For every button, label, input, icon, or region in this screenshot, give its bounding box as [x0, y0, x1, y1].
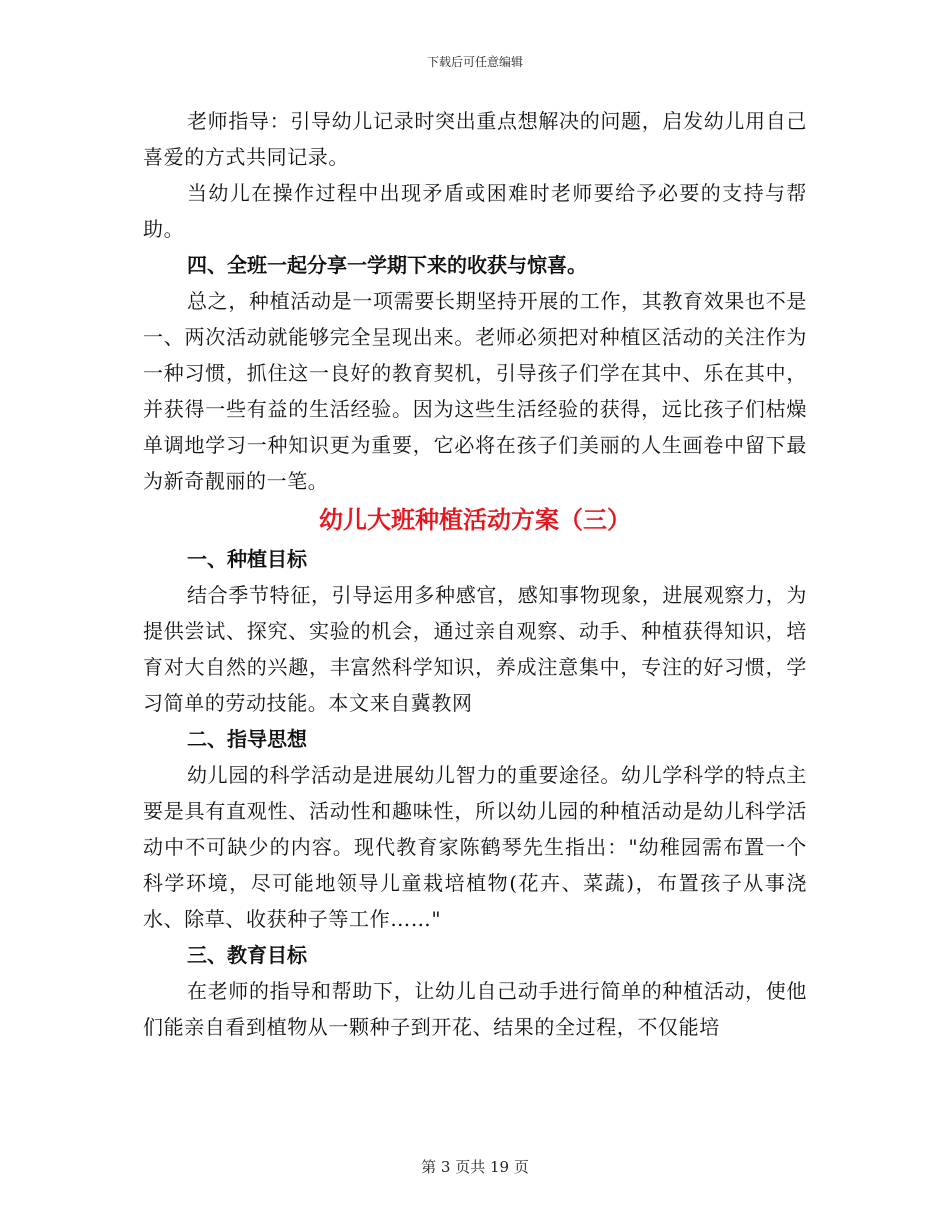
- heading-education-goals: 三、教育目标: [187, 943, 307, 967]
- paragraph-support: 当幼儿在操作过程中出现矛盾或困难时老师要给予必要的支持与帮助。: [143, 181, 807, 241]
- paragraph-education-goals: 在老师的指导和帮助下，让幼儿自己动手进行简单的种植活动，使他们能亲自看到植物从一颗种子到开花、结果的全过程，不仅能培: [143, 979, 807, 1039]
- page-header: 下载后可任意编辑: [426, 55, 523, 69]
- section-title: 幼儿大班种植活动方案（三）: [319, 506, 631, 534]
- paragraph-teacher-guidance: 老师指导：引导幼儿记录时突出重点想解决的问题，启发幼儿用自己喜爱的方式共同记录。: [143, 109, 807, 169]
- document-body: [143, 103, 807, 1045]
- heading-planting-goals: 一、种植目标: [187, 547, 307, 571]
- page-footer: 第 3 页共 19 页: [421, 1158, 529, 1176]
- paragraph-guiding-thought: 幼儿园的科学活动是进展幼儿智力的重要途径。幼儿学科学的特点主要是具有直观性、活动性和趣味性，所以幼儿园的种植活动是幼儿科学活动中不可缺少的内容。现代教育家陈鹤琴先生指出："幼稚园需布置一个科学环境，尽可能地领导儿童栽培植物(花卉、菜蔬)，布置孩子从事浇水、除草、收获种子等工作……": [143, 763, 807, 931]
- heading-share-harvest: 四、全班一起分享一学期下来的收获与惊喜。: [187, 253, 587, 277]
- paragraph-summary: 总之，种植活动是一项需要长期坚持开展的工作，其教育效果也不是一、两次活动就能够完全呈现出来。老师必须把对种植区活动的关注作为一种习惯，抓住这一良好的教育契机，引导孩子们学在其中、乐在其中，并获得一些有益的生活经验。因为这些生活经验的获得，远比孩子们枯燥单调地学习一种知识更为重要，它必将在孩子们美丽的人生画卷中留下最为新奇靓丽的一笔。: [143, 289, 807, 493]
- heading-guiding-thought: 二、指导思想: [187, 727, 307, 751]
- paragraph-planting-goals: 结合季节特征，引导运用多种感官，感知事物现象，进展观察力，为提供尝试、探究、实验的机会，通过亲自观察、动手、种植获得知识，培育对大自然的兴趣，丰富然科学知识，养成注意集中，专注的好习惯，学习简单的劳动技能。本文来自冀教网: [143, 583, 807, 715]
